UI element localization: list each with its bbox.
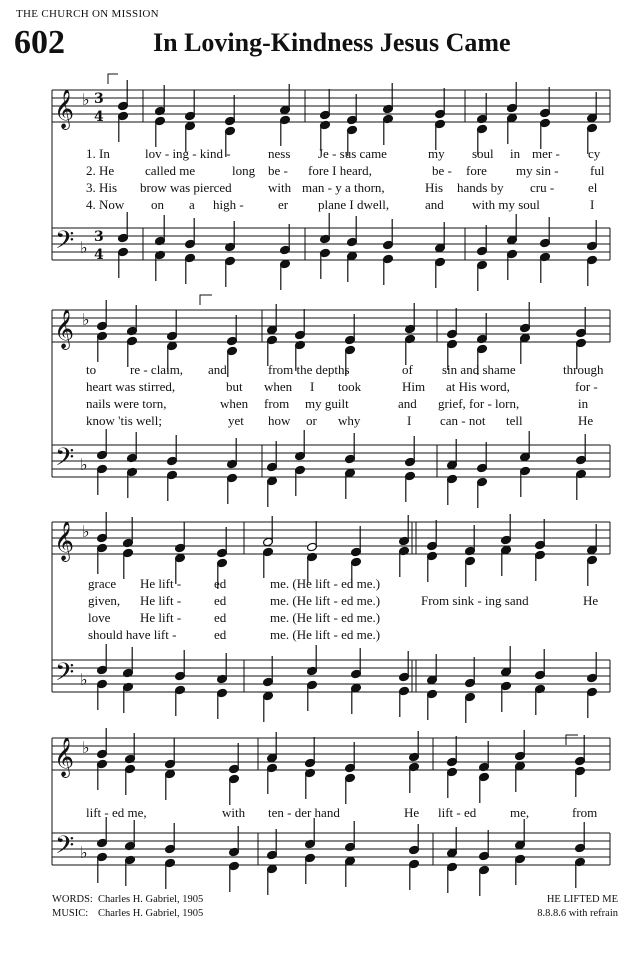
- music-label: MUSIC:: [52, 908, 89, 920]
- lyric: or: [306, 413, 317, 428]
- lyric: plane I dwell,: [318, 197, 390, 212]
- flat-icon: ♭: [80, 455, 88, 474]
- flat-icon: ♭: [82, 310, 90, 329]
- lyric: can - not: [440, 413, 486, 428]
- lyric: I: [310, 379, 315, 394]
- lyric: cru -: [530, 180, 555, 195]
- lyric: soul: [472, 146, 494, 161]
- lyric: He lift -: [140, 576, 182, 591]
- lyric: called me: [145, 163, 196, 178]
- staff-treble-4: [52, 738, 610, 770]
- lyric: ness: [268, 146, 291, 161]
- flat-icon: ♭: [82, 738, 90, 757]
- lyric: 2. He: [86, 163, 115, 178]
- lyric: and: [208, 362, 227, 377]
- lyric: grace: [88, 576, 117, 591]
- lyric: in: [510, 146, 521, 161]
- lyric: mer -: [532, 146, 560, 161]
- lyric: Je - sus came: [318, 146, 387, 161]
- lyric: lift - ed me,: [86, 805, 147, 820]
- lyric: el: [588, 180, 598, 195]
- tune-name: HE LIFTED ME: [546, 894, 618, 905]
- staff-bass-1: [52, 228, 610, 260]
- flat-icon: ♭: [80, 238, 88, 257]
- lyric: He lift -: [140, 610, 182, 625]
- credits: [52, 893, 203, 921]
- bass-clef-icon: 𝄢: [55, 831, 75, 866]
- lyric: ed: [214, 593, 227, 608]
- lyric: From sink - ing sand: [421, 593, 529, 608]
- flat-icon: ♭: [80, 843, 88, 862]
- lyric: high -: [213, 197, 244, 212]
- treble-clef-icon: 𝄞: [54, 309, 75, 349]
- lyric: heart was stirred,: [86, 379, 176, 394]
- lyric: me. (He lift - ed me.): [270, 593, 381, 608]
- lyric: me. (He lift - ed me.): [270, 627, 381, 642]
- meter: 8.8.8.6 with refrain: [537, 908, 618, 920]
- lyric: He: [578, 413, 594, 428]
- time-signature: 4: [94, 109, 104, 125]
- treble-clef-icon: 𝄞: [54, 737, 75, 777]
- lyric: and: [398, 396, 417, 411]
- lyric: re - claim,: [130, 362, 184, 377]
- bass-clef-icon: 𝄢: [55, 443, 75, 478]
- lyric: lift - ed: [438, 805, 477, 820]
- time-signature: 3: [94, 91, 104, 107]
- lyric: to: [86, 362, 97, 377]
- lyric: love: [88, 610, 111, 625]
- staff-bass-3: [52, 660, 610, 692]
- hymn-number: 602: [14, 24, 65, 61]
- lyric: His: [425, 180, 444, 195]
- lyric: fore I heard,: [308, 163, 372, 178]
- lyric: Him: [402, 379, 426, 394]
- lyric: why: [338, 413, 361, 428]
- flat-icon: ♭: [82, 90, 90, 109]
- time-signature: 3: [94, 229, 104, 245]
- lyric: be -: [268, 163, 288, 178]
- bass-clef-icon: 𝄢: [55, 226, 75, 261]
- lyric: given,: [88, 593, 121, 608]
- words-credit: Charles H. Gabriel, 1905: [98, 894, 204, 905]
- lyric: know 'tis well;: [86, 413, 163, 428]
- lyric: for -: [575, 379, 598, 394]
- staff-bass-4: [52, 833, 610, 865]
- lyric: ful: [590, 163, 605, 178]
- lyric: in: [578, 396, 589, 411]
- verse-1-line: [86, 147, 110, 160]
- lyric: He: [583, 593, 599, 608]
- lyric: and: [425, 197, 444, 212]
- lyric: how: [268, 413, 291, 428]
- lyric: fore: [466, 163, 487, 178]
- lyric: my: [428, 146, 445, 161]
- lyric: yet: [228, 413, 244, 428]
- music-credit: Charles H. Gabriel, 1905: [98, 908, 204, 920]
- lyric: on: [151, 197, 164, 212]
- lyric: a: [189, 197, 195, 212]
- lyric: through: [563, 362, 604, 377]
- lyric: ten - der hand: [268, 805, 340, 820]
- lyric: ed: [214, 627, 227, 642]
- lyric: sin and shame: [442, 362, 516, 377]
- lyric: hands by: [457, 180, 504, 195]
- hymn-title: In Loving-Kindness Jesus Came: [153, 28, 511, 57]
- lyric: He: [404, 805, 420, 820]
- lyric: er: [278, 197, 289, 212]
- lyric: man - y a thorn,: [302, 180, 385, 195]
- staff-treble-1: [52, 90, 610, 122]
- lyric: lov - ing - kind -: [145, 146, 231, 161]
- lyric: with: [222, 805, 246, 820]
- lyric: but: [226, 379, 243, 394]
- lyric: brow was pierced: [140, 180, 232, 195]
- lyric: at His word,: [446, 379, 510, 394]
- lyric: from: [572, 805, 598, 820]
- lyric: cy: [588, 146, 601, 161]
- lyric: me,: [510, 805, 530, 820]
- lyric: when: [264, 379, 293, 394]
- words-label: WORDS:: [52, 894, 93, 905]
- lyric: me. (He lift - ed me.): [270, 576, 381, 591]
- lyric: with my soul: [472, 197, 540, 212]
- time-signature: 4: [94, 247, 104, 263]
- lyric: grief, for - lorn,: [438, 396, 520, 411]
- lyric: ed: [214, 576, 227, 591]
- treble-clef-icon: 𝄞: [54, 89, 75, 129]
- lyric: long: [232, 163, 256, 178]
- lyric: from the depths: [268, 362, 350, 377]
- lyric: my guilt: [305, 396, 349, 411]
- lyric: 3. His: [86, 180, 118, 195]
- lyric: 1. In: [86, 146, 110, 161]
- lyric: nails were torn,: [86, 396, 167, 411]
- lyric: from: [264, 396, 290, 411]
- bass-clef-icon: 𝄢: [55, 658, 75, 693]
- lyric: I: [407, 413, 412, 428]
- staff-treble-3: [52, 522, 610, 554]
- lyric: took: [338, 379, 362, 394]
- flat-icon: ♭: [82, 522, 90, 541]
- treble-clef-icon: 𝄞: [54, 521, 75, 561]
- tune-info: [537, 893, 618, 921]
- lyric: of: [402, 362, 413, 377]
- lyric: me. (He lift - ed me.): [270, 610, 381, 625]
- lyric: with: [268, 180, 292, 195]
- lyric: He lift -: [140, 593, 182, 608]
- lyric: my sin -: [516, 163, 559, 178]
- lyric: ed: [214, 610, 227, 625]
- lyric: be -: [432, 163, 452, 178]
- lyric: tell: [506, 413, 523, 428]
- lyric: when: [220, 396, 249, 411]
- lyric: I: [590, 197, 595, 212]
- lyric: 4. Now: [86, 197, 125, 212]
- flat-icon: ♭: [80, 670, 88, 689]
- section-heading: THE CHURCH ON MISSION: [16, 8, 159, 20]
- lyric: should have lift -: [88, 627, 177, 642]
